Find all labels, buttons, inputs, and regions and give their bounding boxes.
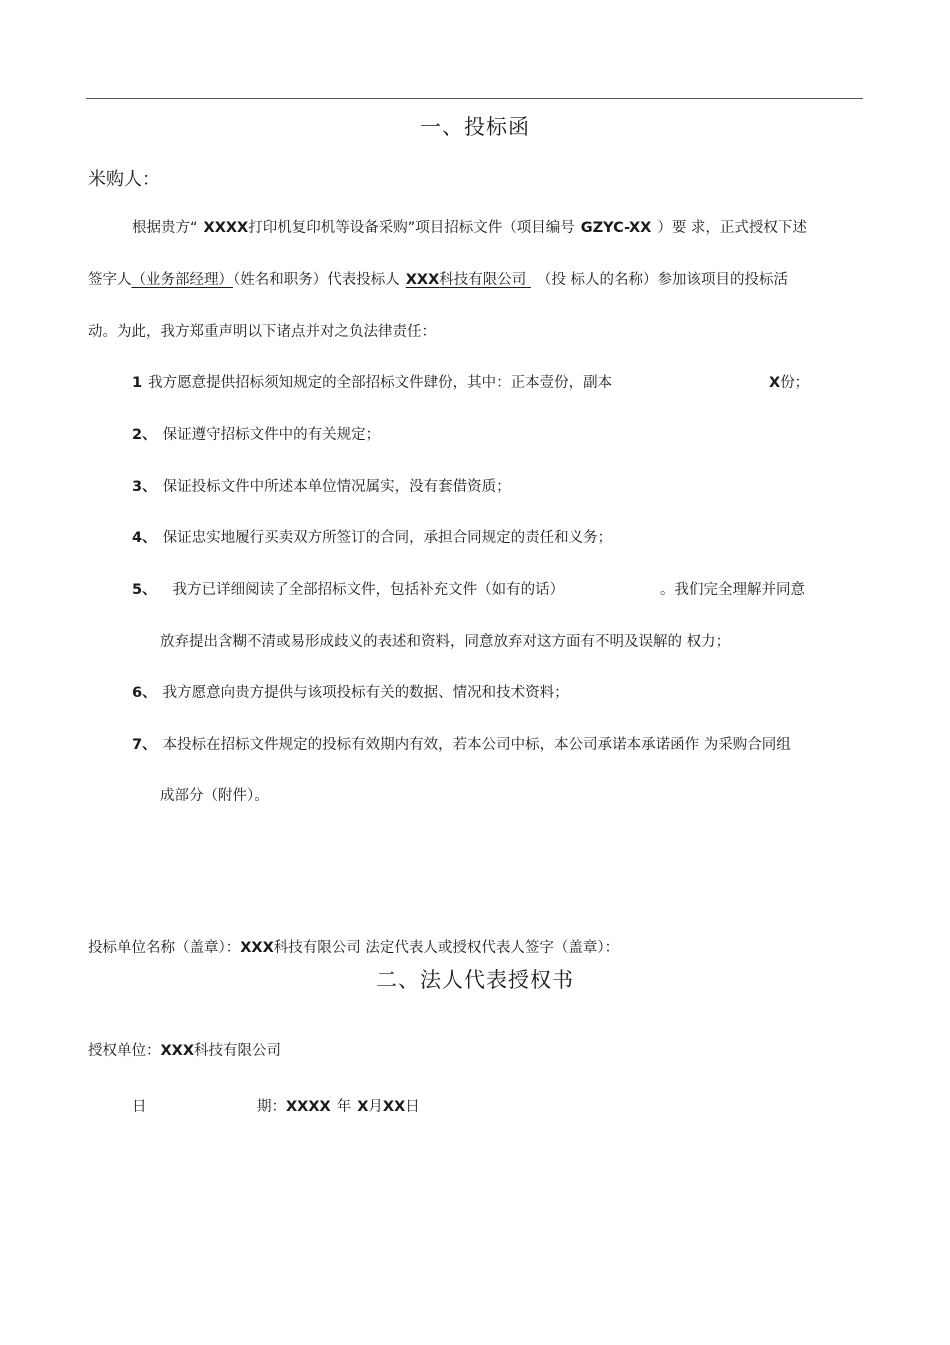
- item-number: 5、: [132, 582, 157, 598]
- intro-text: XXXX: [203, 220, 249, 236]
- item-number: 2、: [132, 427, 157, 443]
- list-item-3: [132, 477, 511, 497]
- signature-label: 投标单位名称（盖章）：: [88, 940, 241, 956]
- intro-line-3: 动。为此，我方郑重声明以下诸点并对之负法律责任：: [88, 324, 436, 340]
- list-item-5: [132, 580, 564, 600]
- list-item-1-copies: [769, 373, 809, 393]
- intro-text: 根据贵方“: [132, 220, 198, 236]
- header-rule: [86, 98, 863, 99]
- item-text: 保证忠实地履行买卖双方所签订的合同，承担合同规定的责任和义务；: [162, 530, 613, 546]
- signature-label: 科技有限公司 法定代表人或授权代表人签字（盖章）：: [273, 940, 620, 956]
- copies-count: X: [769, 375, 781, 391]
- signer-title: （业务部经理）: [131, 272, 233, 288]
- item-text: 我方已详细阅读了全部招标文件，包括补充文件（如有的话）: [172, 582, 565, 598]
- intro-text: 签字人: [88, 272, 132, 288]
- intro-text: 打印机复印机等设备采购”项目招标文件（项目编号: [248, 220, 575, 236]
- section1-title: 一、投标函: [420, 115, 530, 139]
- list-item-6: [132, 683, 569, 703]
- authorizing-unit: [88, 1041, 281, 1061]
- list-item-4: [132, 528, 612, 548]
- signature-line: [88, 938, 619, 958]
- list-item-7-line-2: 成部分（附件）。: [160, 788, 269, 804]
- bidder-name: XXX: [405, 272, 440, 288]
- date-day: XX: [382, 1099, 406, 1115]
- item-number: 4、: [132, 530, 157, 546]
- date-label: 期：: [257, 1099, 286, 1115]
- intro-text: ）要 求，正式授权下述: [657, 220, 807, 236]
- bidder-name: 科技有限公司: [439, 272, 527, 288]
- list-item-2: [132, 425, 380, 445]
- intro-text: （投 标人的名称）参加该项目的投标活: [536, 272, 789, 288]
- intro-line-1: [132, 218, 807, 238]
- item-number: 1: [132, 375, 143, 391]
- item-text: 保证遵守招标文件中的有关规定；: [162, 427, 381, 443]
- date-unit: 月: [368, 1099, 383, 1115]
- date-month: X: [357, 1099, 369, 1115]
- item-text: 我方愿意提供招标须知规定的全部招标文件肆份，其中：正本壹份，副本: [148, 375, 613, 391]
- unit-label: 授权单位：: [88, 1043, 161, 1059]
- list-item-1: [132, 373, 612, 393]
- date-unit: 年: [336, 1099, 352, 1115]
- signature-company: XXX: [240, 940, 274, 956]
- unit-company: 科技有限公司: [194, 1043, 282, 1059]
- section2-title: 二、法人代表授权书: [376, 968, 574, 992]
- list-item-5-line-2: 放弃提出含糊不清或易形成歧义的表述和资料，同意放弃对这方面有不明及误解的 权力；: [160, 634, 731, 650]
- item-text: 份；: [780, 375, 810, 391]
- item-number: 6、: [132, 685, 157, 701]
- unit-company: XXX: [160, 1043, 195, 1059]
- list-item-5-cont: 。我们完全理解并同意: [660, 582, 805, 598]
- item-text: 保证投标文件中所述本单位情况属实，没有套借资质；: [162, 479, 511, 495]
- salutation: 米购人：: [88, 169, 160, 190]
- project-number: GZYC-XX: [580, 220, 652, 236]
- item-number: 7、: [132, 737, 157, 753]
- item-text: 本投标在招标文件规定的投标有效期内有效，若本公司中标，本公司承诺本承诺函作 为采购合同组: [162, 737, 791, 753]
- date-line: [257, 1097, 420, 1117]
- intro-text: （姓名和职务）代表投标人: [233, 272, 400, 288]
- item-text: 我方愿意向贵方提供与该项投标有关的数据、情况和技术资料；: [162, 685, 569, 701]
- date-label-start: 日: [132, 1099, 147, 1115]
- list-item-7: [132, 735, 791, 755]
- date-unit: 日: [405, 1099, 420, 1115]
- item-number: 3、: [132, 479, 157, 495]
- date-year: XXXX: [286, 1099, 331, 1115]
- intro-line-2: [88, 270, 788, 290]
